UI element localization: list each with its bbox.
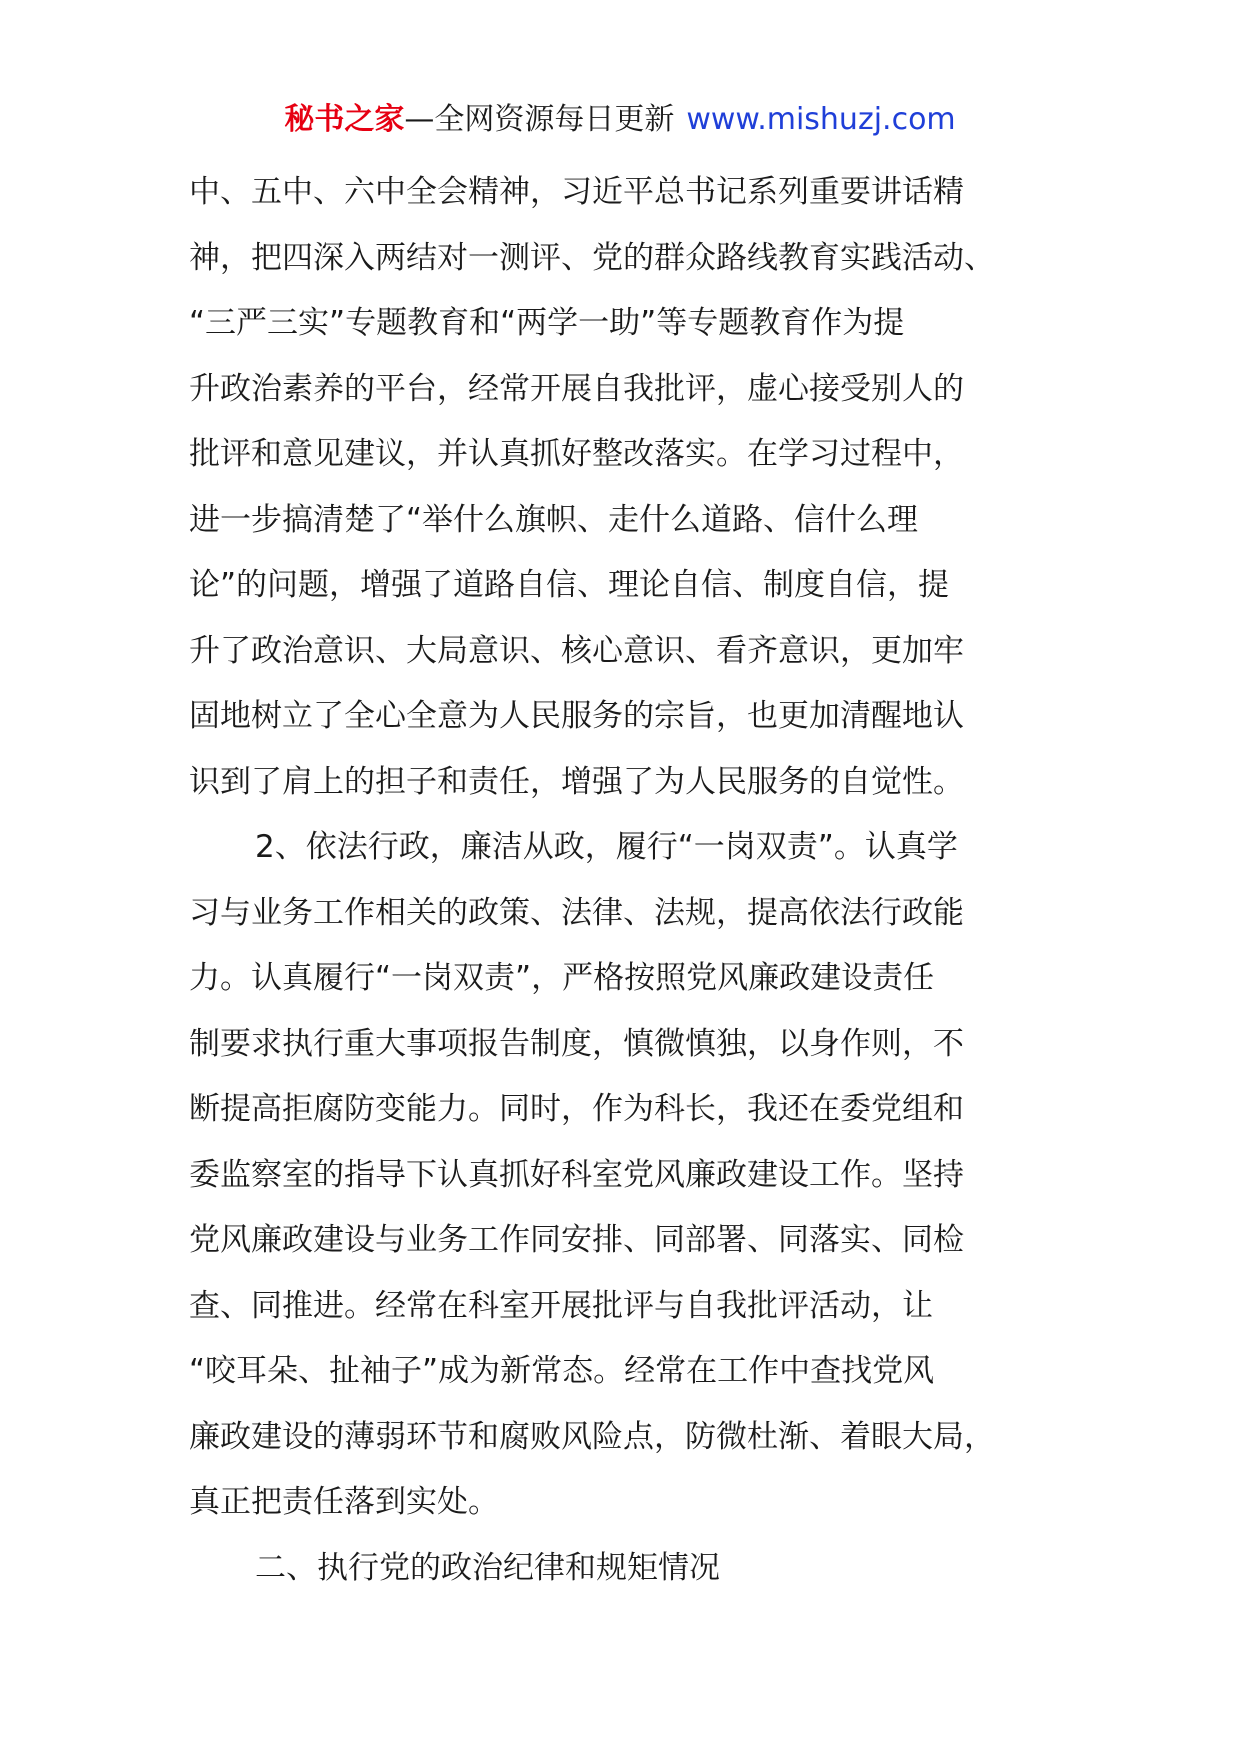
text-line: 力。认真履行“一岗双责”，严格按照党风廉政建设责任 xyxy=(189,960,935,996)
text-line: 真正把责任落到实处。 xyxy=(189,1484,499,1520)
text-line: 断提高拒腐防变能力。同时，作为科长，我还在委党组和 xyxy=(189,1091,964,1127)
text-line: 中、五中、六中全会精神，习近平总书记系列重要讲话精 xyxy=(189,174,964,210)
text-line: 制要求执行重大事项报告制度，慎微慎独，以身作则，不 xyxy=(189,1025,964,1062)
text-line: 识到了肩上的担子和责任，增强了为人民服务的自觉性。 xyxy=(189,763,964,800)
text-line: 升政治素养的平台，经常开展自我批评，虚心接受别人的 xyxy=(189,370,964,407)
header-slogan: —全网资源每日更新 xyxy=(404,102,675,137)
document-body xyxy=(189,160,1061,1601)
text-line: 升了政治意识、大局意识、核心意识、看齐意识，更加牢 xyxy=(189,632,964,669)
site-url-link[interactable]: www.mishuzj.com xyxy=(686,102,956,137)
brand-name: 秘书之家 xyxy=(284,102,405,137)
text-line: 党风廉政建设与业务工作同安排、同部署、同落实、同检 xyxy=(189,1222,964,1258)
text-line: 委监察室的指导下认真抓好科室党风廉政建设工作。坚持 xyxy=(189,1156,964,1193)
paragraph-first-line: 二、执行党的政治纪律和规矩情况 xyxy=(255,1549,720,1586)
text-line: 固地树立了全心全意为人民服务的宗旨，也更加清醒地认 xyxy=(189,698,964,734)
text-line: 批评和意见建议，并认真抓好整改落实。在学习过程中， xyxy=(189,436,964,472)
text-line: 查、同推进。经常在科室开展批评与自我批评活动，让 xyxy=(189,1287,933,1324)
text-line: “三严三实”专题教育和“两学一助”等专题教育作为提 xyxy=(189,305,905,341)
text-line: 论”的问题，增强了道路自信、理论自信、制度自信，提 xyxy=(189,567,950,603)
text-line: 进一步搞清楚了“举什么旗帜、走什么道路、信什么理 xyxy=(189,501,919,538)
text-line: 习与业务工作相关的政策、法律、法规，提高依法行政能 xyxy=(189,894,964,931)
text-line: “咬耳朵、扯袖子”成为新常态。经常在工作中查找党风 xyxy=(189,1353,935,1389)
text-line: 神，把四深入两结对一测评、党的群众路线教育实践活动、 xyxy=(189,239,995,276)
page-header xyxy=(0,100,1240,140)
paragraph-first-line: 2、依法行政，廉洁从政，履行“一岗双责”。认真学 xyxy=(255,829,958,865)
text-line: 廉政建设的薄弱环节和腐败风险点，防微杜渐、着眼大局， xyxy=(189,1418,995,1455)
